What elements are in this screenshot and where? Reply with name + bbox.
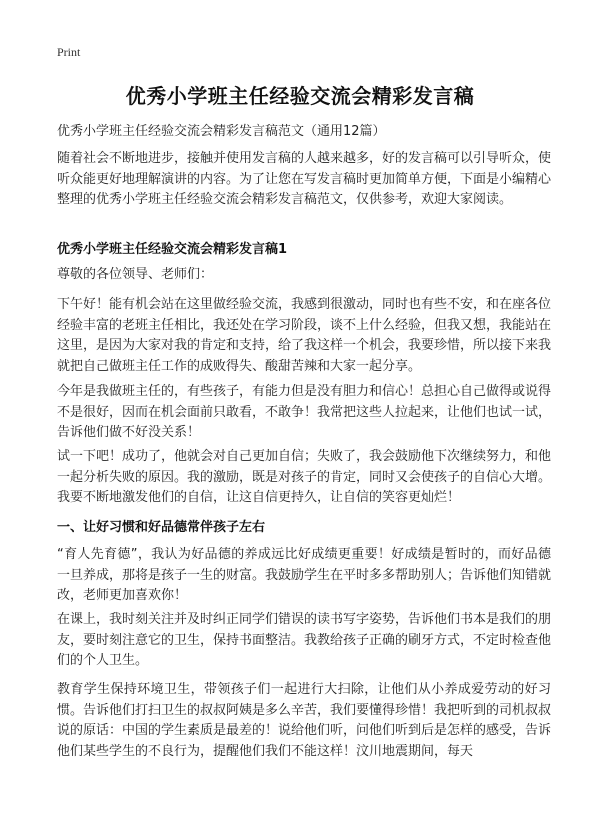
paragraph-4: “育人先育德”，我认为好品德的养成远比好成绩更重要！好成绩是暂时的，而好品德一旦养成，那将是孩子一生的财富。我鼓励学生在平时多多帮助别人；告诉他们知错就改，老师更加喜欢你！ <box>57 547 552 603</box>
section-heading: 优秀小学班主任经验交流会精彩发言稿1 <box>57 242 288 257</box>
document-title: 优秀小学班主任经验交流会精彩发言稿 <box>125 84 475 108</box>
print-link[interactable]: Print <box>57 45 81 59</box>
greeting: 尊敬的各位领导、老师们： <box>57 267 214 282</box>
paragraph-6: 教育学生保持环境卫生，带领孩子们一起进行大扫除，让他们从小养成爱劳动的好习惯。告诉他们打扫卫生的叔叔阿姨是多么辛苦，我们要懂得珍惜！我把听到的司机叔叔说的原话：中国的学生素质是最差的！说给他们听，问他们听到后是怎样的感受，告诉他们某些学生的不良行为，提醒他们我们不能这样！汶川地震期间，每天 <box>57 682 552 759</box>
document-subtitle: 优秀小学班主任经验交流会精彩发言稿范文（通用12篇） <box>57 124 386 139</box>
paragraph-2: 今年是我做班主任的，有些孩子，有能力但是没有胆力和信心！总担心自己做得或说得不是很好，因而在机会面前只敢看，不敢争！我常把这些人拉起来，让他们也试一试，告诉他们做不好没关系！ <box>57 384 552 440</box>
paragraph-1: 下午好！能有机会站在这里做经验交流，我感到很激动，同时也有些不安，和在座各位经验丰富的老班主任相比，我还处在学习阶段，谈不上什么经验，但我又想，我能站在这里，是因为大家对我的肯定和支持，给了我这样一个机会，我要珍惜，所以接下来我就把自己做班主任工作的成败得失、酸甜苦辣和大家一起分享。 <box>57 297 552 374</box>
intro-paragraph: 随着社会不断地进步，接触并使用发言稿的人越来越多，好的发言稿可以引导听众，使听众能更好地理解演讲的内容。为了让您在写发言稿时更加简单方便，下面是小编精心整理的优秀小学班主任经验交流会精彩发言稿范文，仅供参考，欢迎大家阅读。 <box>57 151 552 207</box>
subheading-habits: 一、让好习惯和好品德常伴孩子左右 <box>57 520 266 535</box>
paragraph-5: 在课上，我时刻关注并及时纠正同学们错误的读书写字姿势，告诉他们书本是我们的朋友，要时刻注意它的卫生，保持书面整洁。我教给孩子正确的刷牙方式，不定时检查他们的个人卫生。 <box>57 612 552 668</box>
paragraph-3: 试一下吧！成功了，他就会对自己更加自信；失败了，我会鼓励他下次继续努力，和他一起分析失败的原因。我的激励，既是对孩子的肯定，同时又会使孩子的自信心大增。我要不断地激发他们的自信，让这自信更持久，让自信的笑容更灿烂！ <box>57 449 552 505</box>
